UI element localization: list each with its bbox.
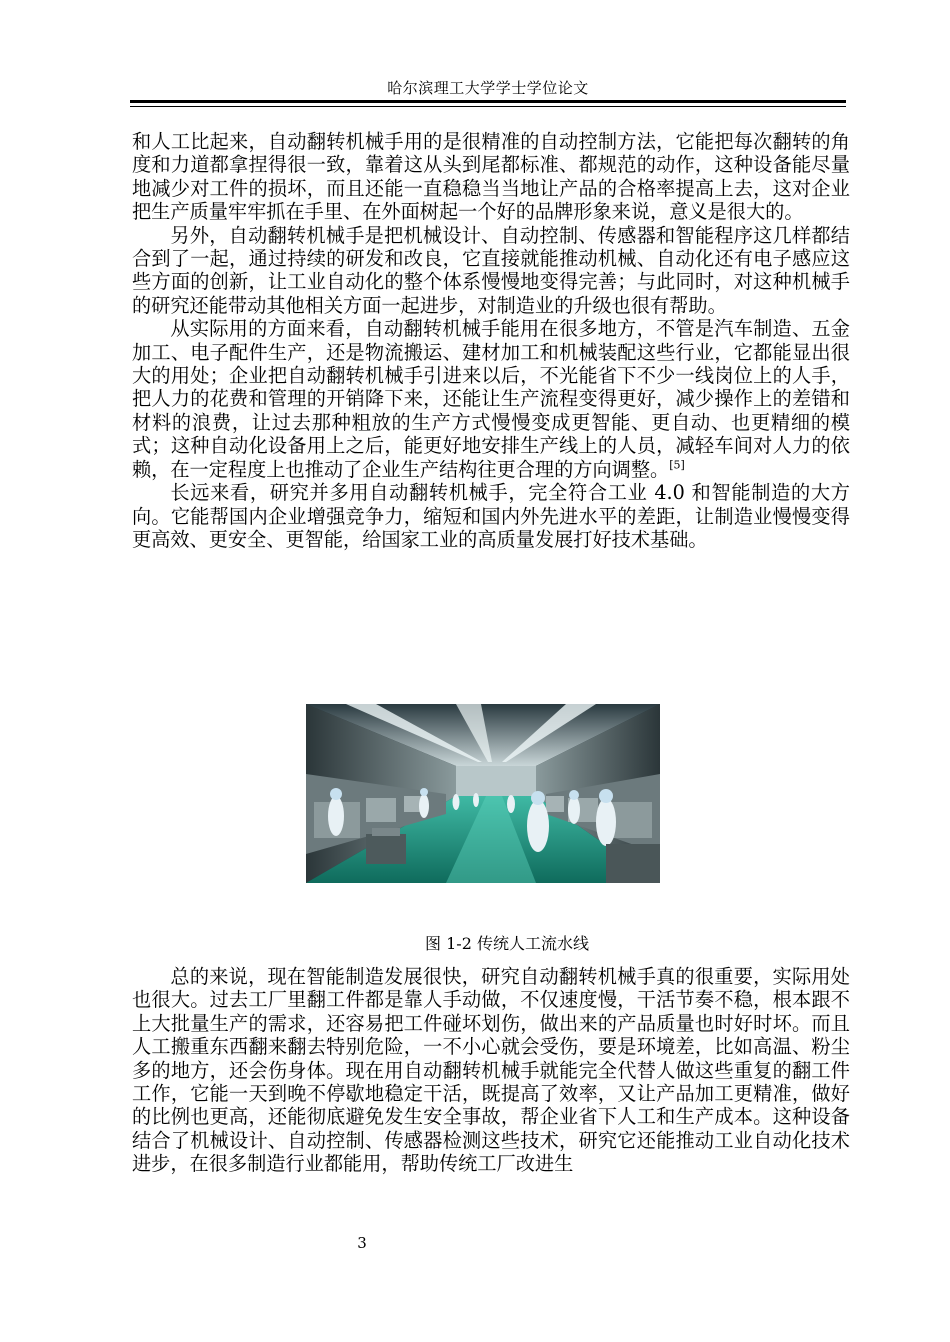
header-rule-thick [130,100,846,103]
paragraph: 和人工比起来，自动翻转机械手用的是很精准的自动控制方法，它能把每次翻转的角度和力道都拿捏得很一致，靠着这从头到尾都标准、都规范的动作，这种设备能尽量地减少对工件的损坏，而且还能一直稳稳当当地让产品的合格率提高上去，这对企业把生产质量牢牢抓在手里、在外面树起一个好的品牌形象来说，意义是很大的。 [132,130,850,224]
paragraph: 总的来说，现在智能制造发展很快，研究自动翻转机械手真的很重要，实际用处也很大。过去工厂里翻工件都是靠人手动做，不仅速度慢，干活节奏不稳，根本跟不上大批量生产的需求，还容易把工件碰坏划伤，做出来的产品质量也时好时坏。而且人工搬重东西翻来翻去特别危险，一不小心就会受伤，要是环境差，比如高温、粉尘多的地方，还会伤身体。现在用自动翻转机械手就能完全代替人做这些重复的翻工件工作，它能一天到晚不停歇地稳定干活，既提高了效率，又让产品加工更精准，做好的比例也更高，还能彻底避免发生安全事故，帮企业省下人工和生产成本。这种设备结合了机械设计、自动控制、传感器检测这些技术，研究它还能推动工业自动化技术进步，在很多制造行业都能用，帮助传统工厂改进生 [132,965,850,1176]
paragraph: 长远来看，研究并多用自动翻转机械手，完全符合工业 4.0 和智能制造的大方向。它能帮国内企业增强竞争力，缩短和国内外先进水平的差距，让制造业慢慢变得更高效、更安全、更智能，给国家工业的高质量发展打好技术基础。 [132,481,850,551]
citation-mark[interactable]: [5] [669,458,685,472]
factory-assembly-line-photo [306,704,660,883]
running-header: 哈尔滨理工大学学士学位论文 [387,79,589,97]
paragraph: 另外，自动翻转机械手是把机械设计、自动控制、传感器和智能程序这几样都结合到了一起，通过持续的研发和改良，它直接就能推动机械、自动化还有电子感应这些方面的创新，让工业自动化的整个体系慢慢地变得完善；与此同时，对这种机械手的研究还能带动其他相关方面一起进步，对制造业的升级也很有帮助。 [132,223,850,317]
header-rule-thin [130,106,846,107]
page-number: 3 [357,1234,367,1252]
body-text-bottom [132,965,850,1176]
paragraph-text: 从实际用的方面来看，自动翻转机械手能用在很多地方，不管是汽车制造、五金加工、电子配件生产，还是物流搬运、建材加工和机械装配这些行业，它都能显出很大的用处；企业把自动翻转机械手引进来以后，不光能省下不少一线岗位上的人手，把人力的花费和管理的开销降下来，还能让生产流程变得更好，减少操作上的差错和材料的浪费，让过去那种粗放的生产方式慢慢变成更智能、更自动、也更精细的模式；这种自动化设备用上之后，能更好地安排生产线上的人员，减轻车间对人力的依赖，在一定程度上也推动了企业生产结构往更合理的方向调整。 [132,317,850,481]
figure-caption: 图 1-2 传统人工流水线 [425,934,589,953]
paragraph [132,317,850,481]
body-text-top [132,130,850,551]
